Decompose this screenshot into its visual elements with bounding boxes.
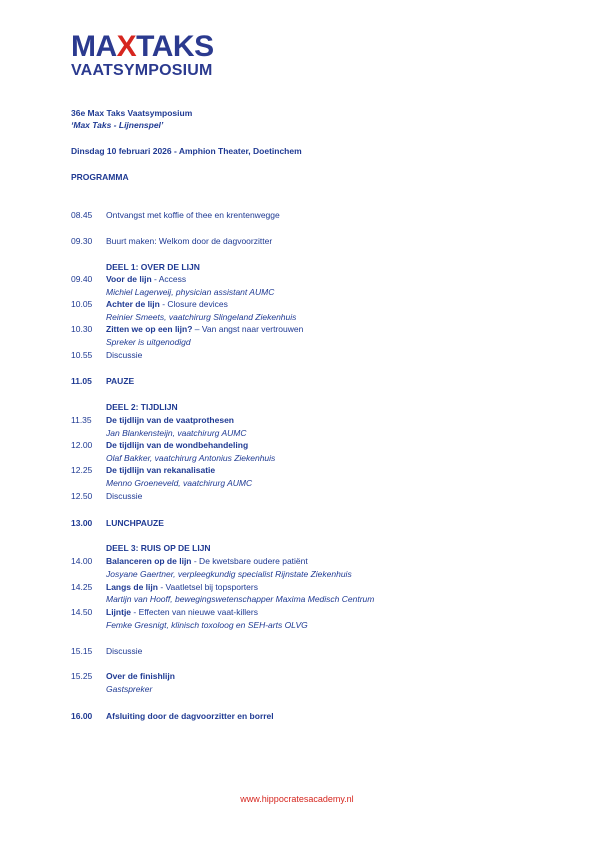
footer-link[interactable]: www.hippocratesacademy.nl xyxy=(240,794,354,804)
logo-x-mark: X xyxy=(116,30,137,63)
logo-title: MAXTAKS xyxy=(71,30,214,63)
event-subtitle: ‘Max Taks - Lijnenspel’ xyxy=(71,120,164,130)
programma-heading: PROGRAMMA xyxy=(71,172,129,182)
event-date-location: Dinsdag 10 februari 2026 - Amphion Theater, Doetinchem xyxy=(71,146,302,156)
logo-subtitle: VAATSYMPOSIUM xyxy=(71,62,213,79)
event-title: 36e Max Taks Vaatsymposium xyxy=(71,108,193,118)
logo xyxy=(71,32,214,80)
